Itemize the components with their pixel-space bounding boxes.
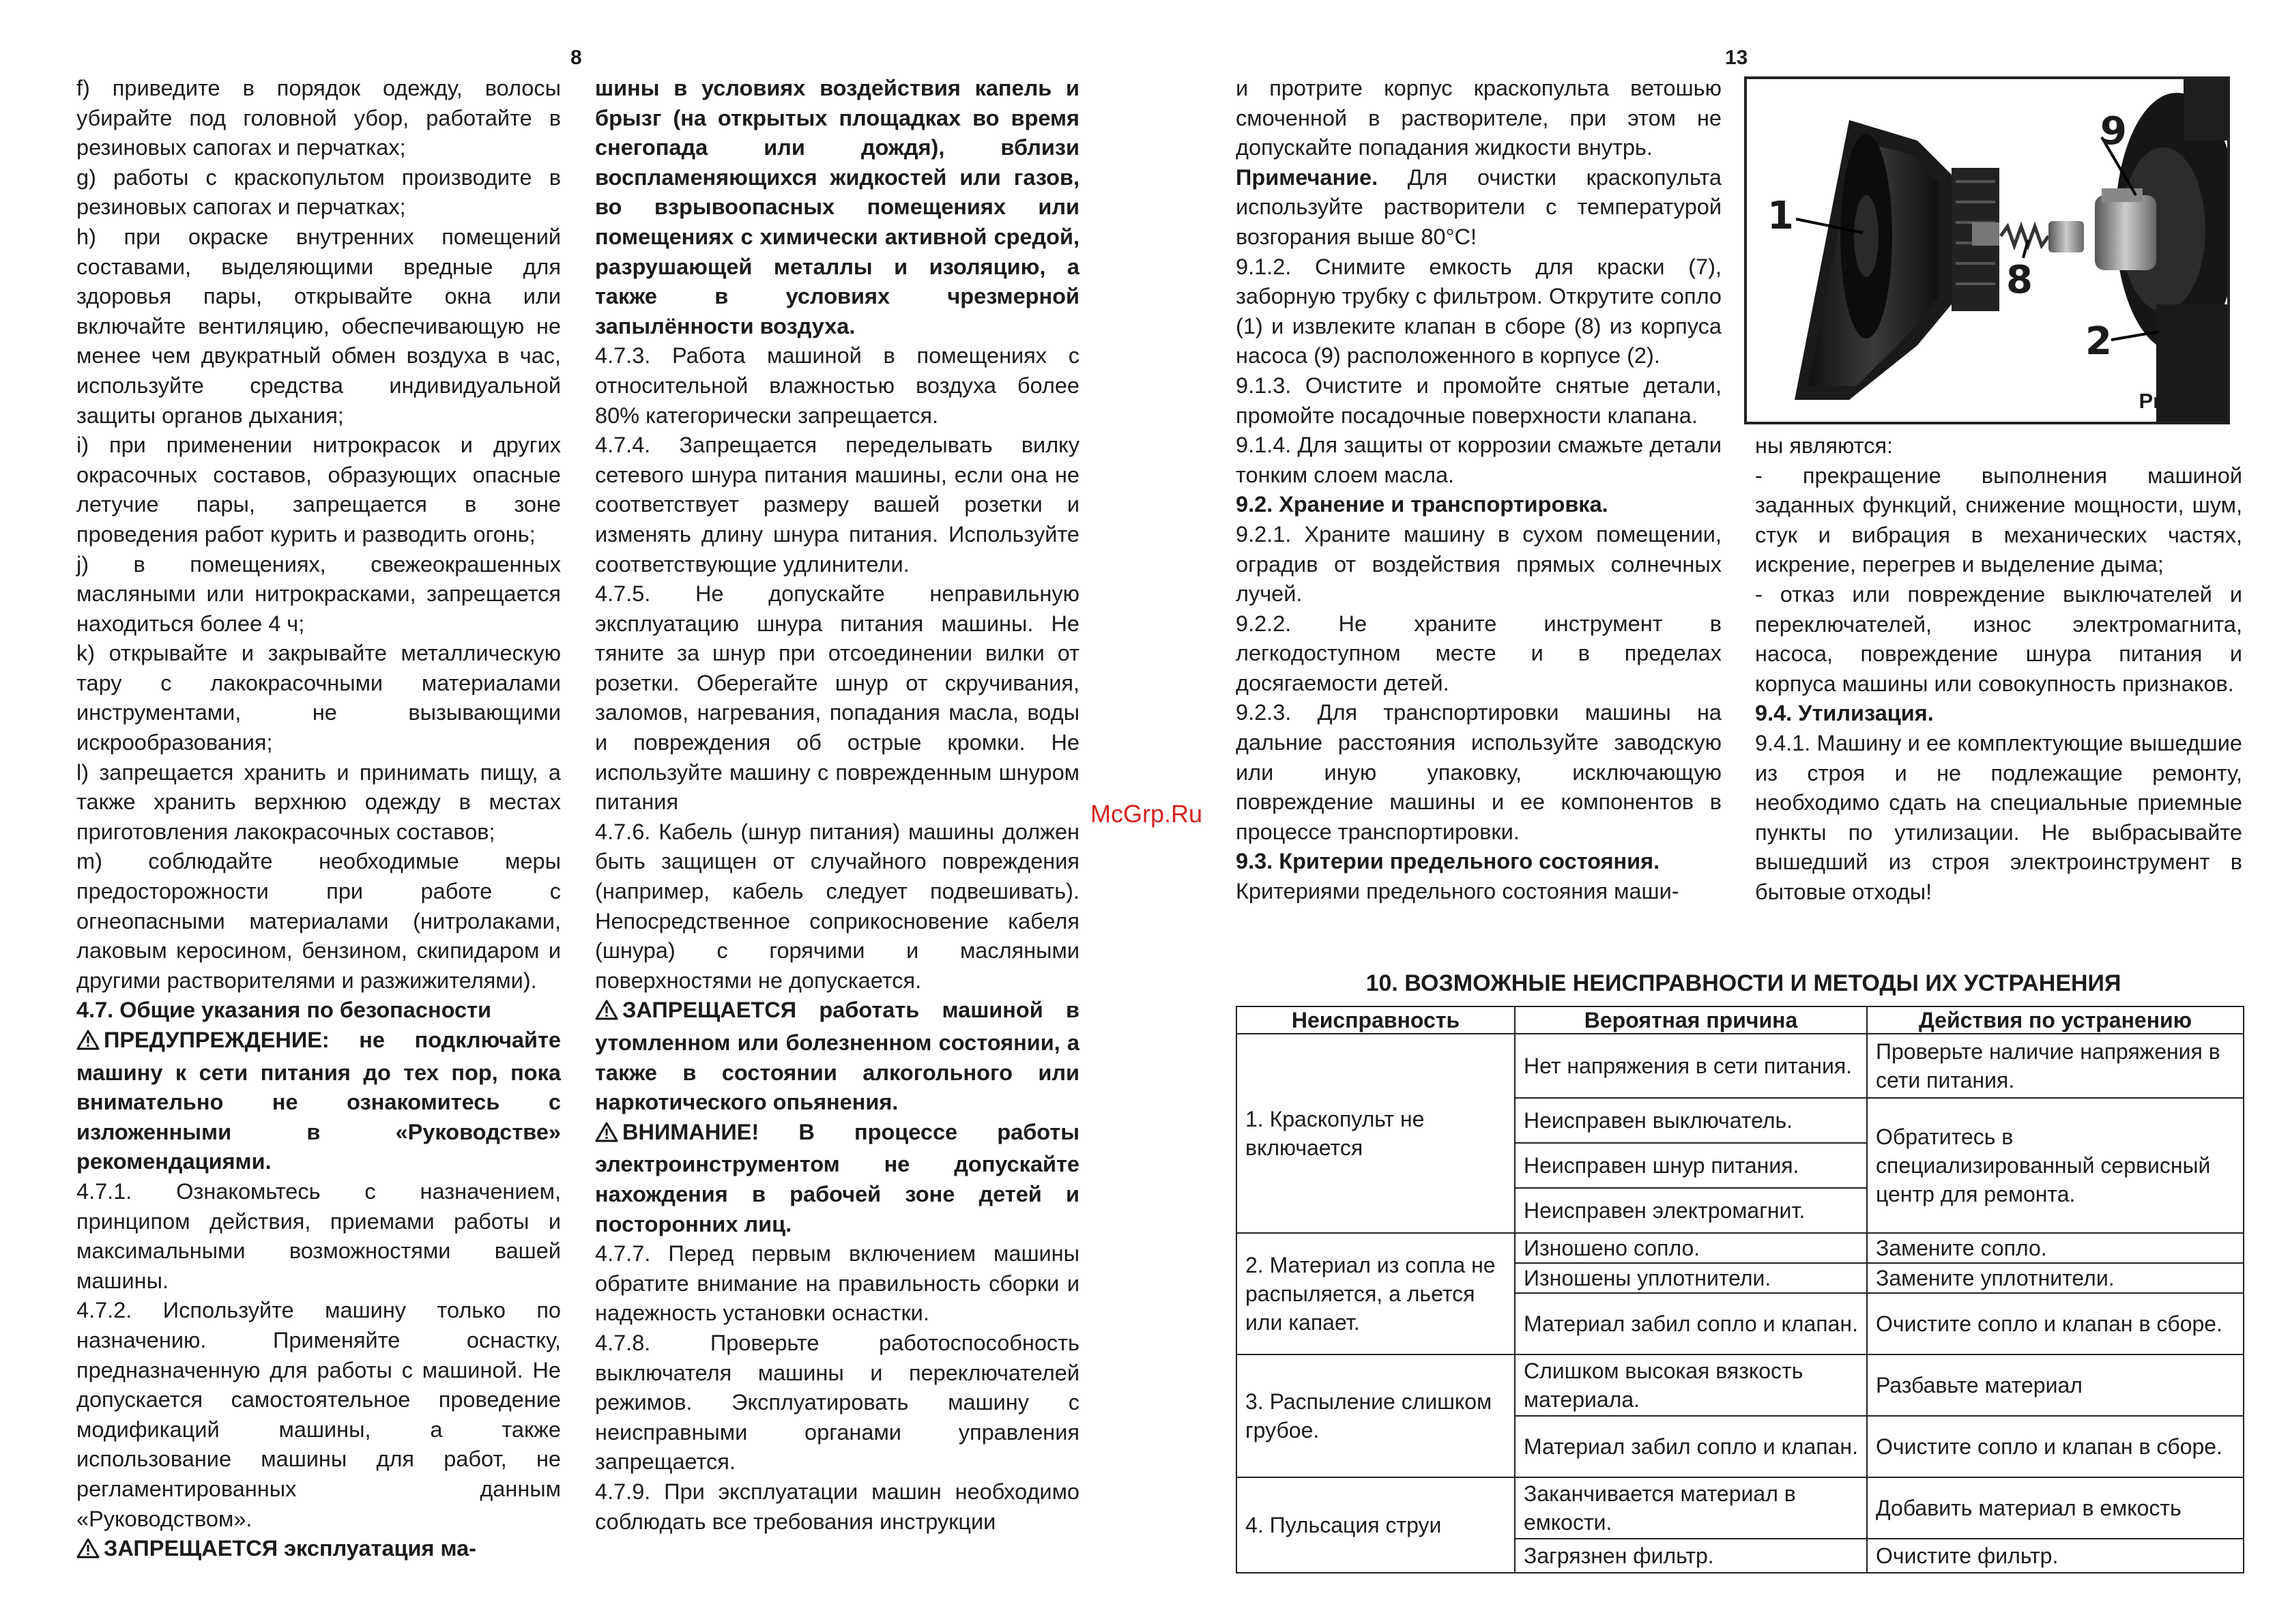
paragraph [1236,431,1722,490]
table-row [1236,1354,2244,1416]
paragraph-text: 4.7.5. Не допускайте неправильную эксплуатацию шнура питания машины. Не тяните за шнур при отсоединении вилки от розетки. Оберегайте шнур от скручивания, заломов, нагревания, попадания масла, воды и повреждения об острые кромки. Не используйте машину с поврежденным шнуром питания [595,581,1079,815]
paragraph-text: h) при окраске внутренних помещений составами, выделяющими вредные для здоровья пары, открывайте окна или включайте вентиляцию, обеспечивающую не менее чем двукратный обмен воздуха в час, используйте средства индивидуальной защиты органов дыхания; [76,224,561,428]
figure-caption: Рис. 4 [2139,389,2201,413]
paint-sprayer-illustration [1747,79,2227,422]
cause-cell: Слишком высокая вязкость материала. [1515,1354,1867,1416]
paragraph [1755,461,2242,580]
paragraph [595,1329,1079,1477]
paragraph-text: 9.4. Утилизация. [1755,701,1934,726]
paragraph [595,1118,1079,1239]
paragraph-text: 9.2.2. Не храните инструмент в легкодоступном месте и в пределах досягаемости детей. [1236,611,1722,695]
paragraph-label: Примечание. [1236,164,1378,190]
paragraph [1236,520,1722,609]
action-cell: Очистите сопло и клапан в сборе. [1867,1416,2244,1477]
paragraph-text: - прекращение выполнения машиной заданных функций, снижение мощности, шум, стук и вибрация в механических частях, искрение, перегрев и выделение дыма; [1755,463,2242,577]
figure-label-1: 1 [1767,194,1794,238]
fault-cell: 3. Распыление слишком грубое. [1236,1354,1515,1477]
paragraph-text: 4.7.8. Проверьте работоспособность выключателя машины и переключателей режимов. Эксплуатировать машину с неисправными органами управления запрещается. [595,1330,1079,1475]
paragraph-text: m) соблюдайте необходимые меры предосторожности при работе с огнеопасными материалами (нитролаками, лаковым керосином, бензином, скипидаром и другими растворителями и разжижителями). [76,849,561,993]
paragraph [1236,877,1722,907]
text-column-4 [1755,431,2242,908]
paragraph-text: 4.7.7. Перед первым включением машины обратите внимание на правильность сборки и надежность установки оснастки. [595,1241,1079,1326]
paragraph [1236,609,1722,699]
cause-cell: Изношены уплотнители. [1515,1263,1867,1293]
paragraph-text: 4.7.2. Используйте машину только по назначению. Применяйте оснастку, предназначенную для работы с машиной. Не допускается самостоятельное проведение модификаций машины, а также использование машины для работ, не регламентированных данным «Руководством». [76,1298,561,1531]
header-cause: Вероятная причина [1515,1006,1867,1034]
warning-triangle-icon [595,1120,618,1150]
action-cell: Проверьте наличие напряжения в сети питания. [1867,1034,2244,1098]
paragraph [76,163,561,222]
paragraph [76,847,561,996]
page-number-left: 8 [570,46,582,69]
figure-label-8: 8 [2006,258,2033,302]
cause-cell: Материал забил сопло и клапан. [1515,1416,1867,1477]
table-row [1236,1233,2244,1263]
paragraph-text: ВНИМАНИЕ! В процессе работы электроинструментом не допускайте нахождения в рабочей зоне детей и посторонних лиц. [595,1119,1079,1236]
paragraph-text: Критериями предельного состояния маши- [1236,879,1679,904]
paragraph [595,1239,1079,1329]
cause-cell: Неисправен выключатель. [1515,1098,1867,1143]
cause-cell: Изношено сопло. [1515,1233,1867,1263]
paragraph [595,579,1079,817]
action-cell: Очистите сопло и клапан в сборе. [1867,1293,2244,1354]
paragraph-text: ны являются: [1755,433,1894,458]
figure-4 [1744,76,2230,424]
paragraph-text: - отказ или повреждение выключателей и переключателей, износ электромагнита, насоса, повреждение шнура питания и корпуса машины или совокупность признаков. [1755,581,2242,696]
text-column-2 [595,74,1079,1537]
paragraph-text: шины в условиях воздействия капель и брызг (на открытых площадках во время снегопада или дождя), вблизи воспламеняющихся жидкостей или газов, во взрывоопасных помещениях или помещениях с химически активной средой, разрушающей металлы и изоляцию, а также в условиях чрезмерной запылённости воздуха. [595,76,1079,338]
paragraph [595,996,1079,1117]
paragraph-text: l) запрещается хранить и принимать пищу, а также хранить верхнюю одежду в местах приготовления лакокрасочных составов; [76,759,561,844]
cause-cell: Загрязнен фильтр. [1515,1539,1867,1573]
warning-triangle-icon [595,998,618,1028]
paragraph [76,550,561,639]
text-column-1 [76,74,561,1567]
action-cell: Замените уплотнители. [1867,1263,2244,1293]
paragraph [1236,252,1722,371]
paragraph [76,222,561,431]
cause-cell: Нет напряжения в сети питания. [1515,1034,1867,1098]
cause-cell: Заканчивается материал в емкости. [1515,1477,1867,1539]
paragraph [1236,698,1722,847]
paragraph-text: 4.7. Общие указания по безопасности [76,998,491,1023]
paragraph [595,1477,1079,1537]
paragraph [595,817,1079,996]
fault-cell: 4. Пульсация струи [1236,1477,1515,1573]
paragraph-text: 9.4.1. Машину и ее комплектующие вышедшие из строя и не подлежащие ремонту, необходимо сдать на специальные приемные пункты по утилизации. Не выбрасывайте вышедший из строя электроинструмент в бытовые отходы! [1755,730,2242,904]
table-row [1236,1034,2244,1098]
action-cell: Обратитесь в специализированный сервисный центр для ремонта. [1867,1098,2244,1233]
paragraph [76,1177,561,1296]
paragraph-text: j) в помещениях, свежеокрашенных масляными или нитрокрасками, запрещается находиться более 4 ч; [76,551,561,636]
paragraph [76,758,561,847]
paragraph-text: и протрите корпус краскопульта ветошью смоченной в растворителе, при этом не допускайте попадания жидкости внутрь. [1236,76,1722,160]
paragraph [595,431,1079,579]
paragraph [1755,431,2242,461]
paragraph [1755,699,2242,729]
paragraph-text: f) приведите в порядок одежду, волосы убирайте под головной убор, работайте в резиновых сапогах и перчатках; [76,76,561,160]
fault-cell: 1. Краскопульт не включается [1236,1034,1515,1233]
table-header-row [1236,1006,2244,1034]
paragraph-text: 4.7.4. Запрещается переделывать вилку сетевого шнура питания машины, если она не соответствует размеру вашей розетки и изменять длину шнура питания. Используйте соответствующие удлинители. [595,433,1079,577]
paragraph [76,639,561,757]
section-10-title: 10. ВОЗМОЖНЫЕ НЕИСПРАВНОСТИ И МЕТОДЫ ИХ УСТРАНЕНИЯ [1365,970,2121,996]
paragraph-text: Для очистки краскопульта используйте растворители с температурой возгорания выше 80°С! [1236,164,1722,249]
paragraph-text: i) при применении нитрокрасок и других окрасочных составов, образующих опасные летучие пары, запрещается в зоне проведения работ курить и разводить огонь; [76,433,561,547]
paragraph [1236,847,1722,877]
paragraph-text: g) работы с краскопультом производите в резиновых сапогах и перчатках; [76,164,561,220]
cause-cell: Неисправен шнур питания. [1515,1143,1867,1188]
paragraph [1236,163,1722,252]
text-column-3 [1236,74,1722,907]
paragraph [1755,580,2242,699]
header-action: Действия по устранению [1867,1006,2244,1034]
paragraph-text: 4.7.1. Ознакомьтесь с назначением, принципом действия, приемами работы и максимальными возможностями вашей машины. [76,1178,561,1293]
figure-label-2: 2 [2085,319,2112,364]
paragraph [595,74,1079,341]
paragraph-text: 9.1.4. Для защиты от коррозии смажьте детали тонким слоем масла. [1236,433,1722,487]
table-row [1236,1477,2244,1539]
paragraph-text: 4.7.9. При эксплуатации машин необходимо соблюдать все требования инструкции [595,1479,1079,1534]
header-fault: Неисправность [1236,1006,1515,1034]
paragraph-text: 9.2.3. Для транспортировки машины на дальние расстояния используйте заводскую или иную упаковку, исключающую повреждение машины и ее компонентов в процессе транспортировки. [1236,700,1722,844]
cause-cell: Неисправен электромагнит. [1515,1188,1867,1233]
page-number-right: 13 [1725,46,1748,69]
paragraph-text: 4.7.3. Работа машиной в помещениях с относительной влажностью воздуха более 80% категорически запрещается. [595,343,1079,428]
paragraph [1236,490,1722,520]
paragraph-text: k) открывайте и закрывайте металлическую тару с лакокрасочными материалами инструментами, не вызывающими искрообразования; [76,641,561,755]
paragraph [76,74,561,163]
cause-cell: Материал забил сопло и клапан. [1515,1293,1867,1354]
paragraph [76,996,561,1026]
paragraph [76,1534,561,1567]
paragraph-text: 9.1.3. Очистите и промойте снятые детали, промойте посадочные поверхности клапана. [1236,373,1722,428]
paragraph [76,1026,561,1177]
paragraph-text: ПРЕДУПРЕЖДЕНИЕ: не подключайте машину к сети питания до тех пор, пока внимательно не ознакомитесь с изложенными в «Руководстве» рекомендациями. [76,1028,561,1174]
warning-triangle-icon [76,1537,100,1567]
watermark: McGrp.Ru [1090,800,1203,828]
paragraph [1236,371,1722,431]
paragraph-text: ЗАПРЕЩАЕТСЯ работать машиной в утомленном или болезненном состоянии, а также в состоянии алкогольного или наркотического опьянения. [595,998,1079,1115]
action-cell: Добавить материал в емкость [1867,1477,2244,1539]
paragraph-text: 9.2. Хранение и транспортировка. [1236,492,1608,517]
action-cell: Замените сопло. [1867,1233,2244,1263]
paragraph [76,1296,561,1534]
paragraph-text: 9.3. Критерии предельного состояния. [1236,849,1660,874]
figure-label-9: 9 [2100,109,2127,154]
paragraph [76,431,561,549]
troubleshooting-table [1236,1006,2244,1574]
paragraph-text: 9.1.2. Снимите емкость для краски (7), заборную трубку с фильтром. Открутите сопло (1) и извлеките клапан в сборе (8) из корпуса насоса (9) расположенного в корпусе (2). [1236,254,1722,368]
paragraph [1236,74,1722,163]
fault-cell: 2. Материал из сопла не распыляется, а льется или капает. [1236,1233,1515,1354]
paragraph-text: 4.7.6. Кабель (шнур питания) машины должен быть защищен от случайного повреждения (например, кабель следует подвешивать). Непосредственное соприкосновение кабеля (шнура) с горячими и масляными поверхностями не допускается. [595,819,1079,993]
warning-triangle-icon [76,1028,100,1058]
paragraph [595,341,1079,431]
paragraph-text: ЗАПРЕЩАЕТСЯ эксплуатация ма- [104,1536,476,1561]
paragraph-text: 9.2.1. Храните машину в сухом помещении, оградив от воздействия прямых солнечных лучей. [1236,521,1722,607]
action-cell: Очистите фильтр. [1867,1539,2244,1573]
paragraph [1755,729,2242,908]
action-cell: Разбавьте материал [1867,1354,2244,1416]
